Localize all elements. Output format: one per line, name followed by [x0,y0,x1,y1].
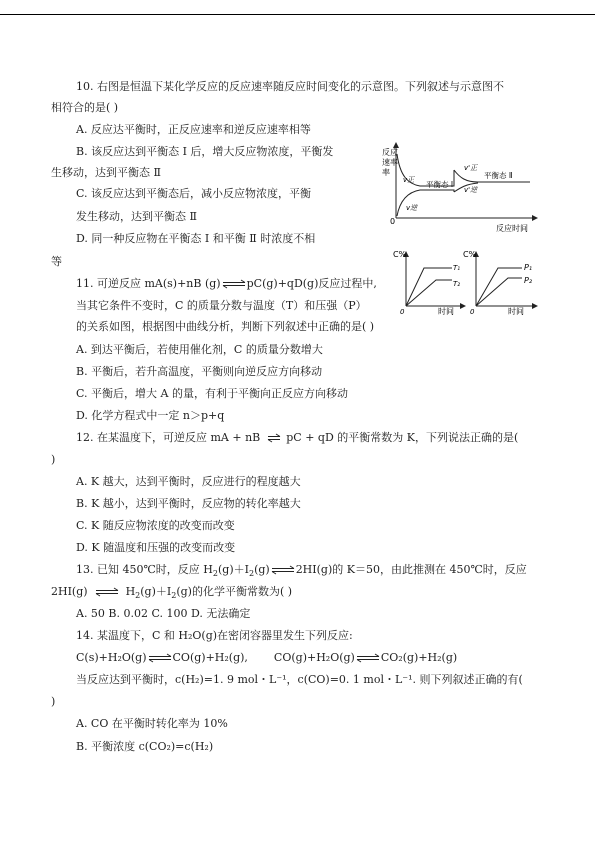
q11-line1-pre: 11. 可逆反应 mA(s)+nB (g) [76,277,221,290]
subscript: 2 [248,569,255,579]
q14-reaction2-post: CO₂(g)+H₂(g) [380,651,458,664]
fig11b-x-arrow [532,303,538,309]
q14-reactions [76,651,457,665]
q10-option-c-line1: C. 该反应达到平衡态后，减小反应物浓度，平衡 [76,187,312,200]
q14-reaction1-pre: C(s)+H₂O(g) [76,651,147,664]
fig10-v-reverse2-label: v'逆 [464,186,478,194]
q12-line1-pre: 12. 在某温度下，可逆反应 mA + nB [76,431,261,444]
fig11a-t1-label: T₁ [453,264,461,272]
equilibrium-arrow-icon [94,588,120,596]
q12-line1 [76,431,518,445]
q13-line1-a: 13. 已知 450℃时，反应 H [76,563,213,576]
q12-option-b: B. K 越小，达到平衡时，反应物的转化率越大 [76,497,301,510]
q14-line1: 14. 某温度下，C 和 H₂O(g)在密闭容器里发生下列反应: [76,629,353,642]
equilibrium-arrow-icon [270,566,296,574]
q13-line1-c: (g) [254,563,270,576]
fig10-v-reverse-curve [397,190,454,216]
q11-option-a: A. 到达平衡后，若使用催化剂，C 的质量分数增大 [76,343,323,356]
q13-line2-a: 2HI(g) [51,585,88,598]
subscript: 2 [212,569,218,579]
q13-line1-b: (g)＋I [217,563,249,576]
q13-line1-d: 2HI(g)的 K＝50，由此推测在 450℃时，反应 [295,563,527,576]
fig11a-x-arrow [460,303,466,309]
q11-line1 [76,277,377,291]
fig11b-origin: 0 [470,308,475,316]
fig10-xlabel: 反应时间 [496,224,528,233]
q11-option-c: C. 平衡后，增大 A 的量，有利于平衡向正反应方向移动 [76,387,348,400]
q10-option-c-line2: 发生移动，达到平衡态 Ⅱ [76,210,197,223]
fig11a-t2-label: T₂ [453,280,461,288]
fig10-ylabel-2: 速率 [382,158,398,167]
q13-line2 [51,585,292,599]
equilibrium-arrow-icon [147,654,173,662]
q10-line2: 相符合的是( ) [51,101,119,114]
q10-option-b-line2: 生移动，达到平衡态 Ⅱ [51,166,161,179]
q14-option-b: B. 平衡浓度 c(CO₂)=c(H₂) [76,740,214,753]
q11-option-d: D. 化学方程式中一定 n＞p+q [76,409,225,422]
fig10-state1-label: 平衡态 Ⅰ [426,180,454,189]
fig10-state2-label: 平衡态 Ⅱ [484,171,513,180]
fig10-ylabel-1: 反应 [382,148,398,157]
fig10-x-arrow [532,215,538,221]
fig10-v-forward2-label: v'正 [464,164,478,172]
fig11b-p2-label: P₂ [524,276,533,285]
subscript: 2 [171,591,177,601]
q12-line2: ) [51,453,56,466]
q14-line4: ) [51,695,56,708]
fig11b-p1-label: P₁ [524,263,533,272]
top-rule [0,14,595,15]
fig10-ylabel-3: 率 [382,168,390,177]
subscript: 2 [135,591,141,601]
fig10-y-arrow [393,142,399,148]
fig11a-curve-t2 [406,280,452,306]
q14-line3: 当反应达到平衡时，c(H₂)=1. 9 mol・L⁻¹，c(CO)=0. 1 mol・L⁻¹. 则下列叙述正确的有( [76,673,523,686]
equilibrium-arrow-icon [355,654,381,662]
q13-options: A. 50 B. 0.02 C. 100 D. 无法确定 [76,607,251,620]
q10-option-b-line1: B. 该反应达到平衡态 Ⅰ 后，增大反应物浓度，平衡发 [76,145,334,158]
q14-reaction1-post: CO(g)+H₂(g), [172,651,248,664]
rate-time-figure [380,140,540,234]
fig11b-curve-p2 [476,278,522,306]
q14-option-a: A. CO 在平衡时转化率为 10% [76,717,228,730]
q13-line2-b: H [125,585,136,598]
q13-line2-c: (g)＋I [140,585,172,598]
fig11b-ylabel: C% [463,250,477,259]
q10-option-d-line2: 等 [51,255,62,268]
q11-line2: 当其它条件不变时，C 的质量分数与温度（T）和压强（P） [76,299,367,312]
q12-option-d: D. K 随温度和压强的改变而改变 [76,541,236,554]
equilibrium-arrow-icon [221,280,247,288]
q12-option-c: C. K 随反应物浓度的改变而改变 [76,519,235,532]
fig11a-origin: 0 [400,308,405,316]
fig11a-ylabel: C% [393,250,407,259]
q11-line1-post: pC(g)+qD(g)反应过程中, [246,277,377,290]
q12-option-a: A. K 越大，达到平衡时，反应进行的程度越大 [76,475,301,488]
fig11b-xlabel: 时间 [508,307,524,316]
fig10-origin: 0 [390,217,396,226]
q12-line1-post: pC + qD 的平衡常数为 K，下列说法正确的是( [286,431,519,444]
fig10-v-reverse-label: v逆 [406,204,418,212]
q10-option-d-line1: D. 同一种反应物在平衡态 Ⅰ 和平衡 Ⅱ 时浓度不相 [76,232,316,245]
q10-option-a: A. 反应达平衡时，正反应速率和逆反应速率相等 [76,123,311,136]
fig10-v-forward-label: v正 [403,176,415,184]
q13-line2-d: (g)的化学平衡常数为( ) [176,585,293,598]
fig11a-xlabel: 时间 [438,307,454,316]
equilibrium-arrow-icon [260,434,286,442]
q11-option-b: B. 平衡后，若升高温度，平衡则向逆反应方向移动 [76,365,323,378]
q10-line1: 10. 右图是恒温下某化学反应的反应速率随反应时间变化的示意图。下列叙述与示意图不 [76,80,504,93]
q11-line3: 的关系如图，根据图中曲线分析，判断下列叙述中正确的是( ) [76,320,375,333]
q14-reaction2-pre: CO(g)+H₂O(g) [273,651,355,664]
q13-line1 [76,563,527,577]
c-percent-time-figures [393,246,546,316]
